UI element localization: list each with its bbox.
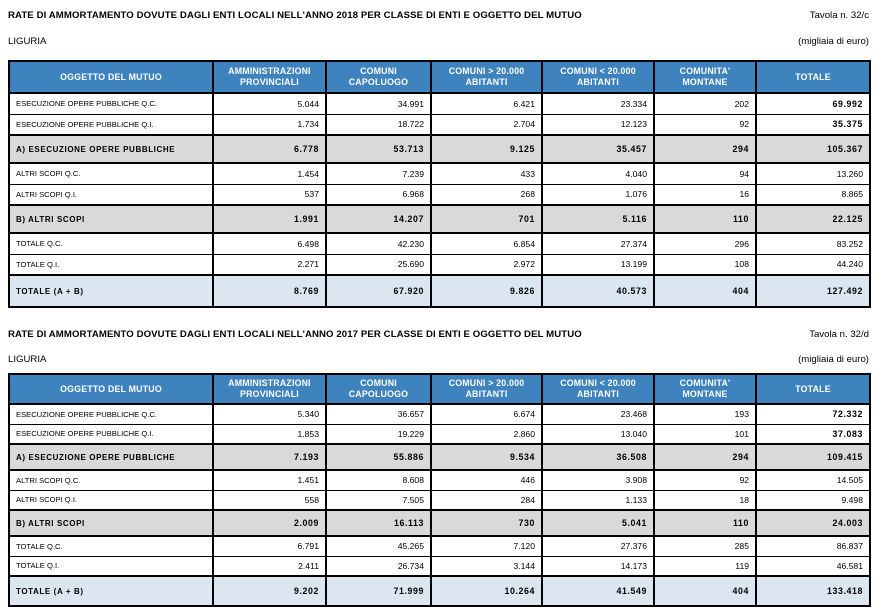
table-row (9, 205, 870, 233)
table-row (9, 536, 870, 556)
column-header-amministrazioni-provinciali: AMMINISTRAZIONI PROVINCIALI (213, 61, 326, 93)
cell-value: 44.240 (756, 254, 870, 275)
cell-value: 12.123 (542, 114, 654, 135)
cell-value: 6.421 (431, 93, 542, 114)
cell-value: 83.252 (756, 233, 870, 254)
table-row (9, 556, 870, 576)
row-label: ALTRI SCOPI Q.C. (9, 470, 213, 490)
cell-value: 22.125 (756, 205, 870, 233)
row-label: TOTALE Q.I. (9, 254, 213, 275)
cell-value: 6.968 (326, 184, 431, 205)
cell-value: 193 (654, 404, 756, 424)
table-row (9, 163, 870, 184)
cell-value: 8.769 (213, 275, 326, 307)
cell-value: 92 (654, 470, 756, 490)
cell-value: 2.860 (431, 424, 542, 444)
row-label: ESECUZIONE OPERE PUBBLICHE Q.C. (9, 93, 213, 114)
table-row (9, 404, 870, 424)
row-label: TOTALE Q.C. (9, 536, 213, 556)
cell-value: 40.573 (542, 275, 654, 307)
table-block-2018 (8, 10, 869, 308)
cell-value: 101 (654, 424, 756, 444)
column-header-totale: TOTALE (756, 61, 870, 93)
cell-value: 294 (654, 444, 756, 470)
cell-value: 10.264 (431, 576, 542, 606)
cell-value: 108 (654, 254, 756, 275)
cell-value: 37.083 (756, 424, 870, 444)
row-label: ESECUZIONE OPERE PUBBLICHE Q.I. (9, 114, 213, 135)
cell-value: 53.713 (326, 135, 431, 163)
cell-value: 6.498 (213, 233, 326, 254)
cell-value: 1.454 (213, 163, 326, 184)
cell-value: 14.207 (326, 205, 431, 233)
row-label: B) ALTRI SCOPI (9, 205, 213, 233)
cell-value: 6.854 (431, 233, 542, 254)
cell-value: 13.260 (756, 163, 870, 184)
cell-value: 69.992 (756, 93, 870, 114)
table-row (9, 184, 870, 205)
tavola-label: Tavola n. 32/d (809, 329, 869, 340)
cell-value: 35.375 (756, 114, 870, 135)
cell-value: 14.505 (756, 470, 870, 490)
table-row (9, 470, 870, 490)
cell-value: 16.113 (326, 510, 431, 536)
cell-value: 110 (654, 205, 756, 233)
cell-value: 5.041 (542, 510, 654, 536)
region-row (8, 36, 869, 47)
row-label: TOTALE (A + B) (9, 576, 213, 606)
cell-value: 16 (654, 184, 756, 205)
table-row (9, 510, 870, 536)
title-row (8, 329, 869, 340)
table-row (9, 576, 870, 606)
cell-value: 446 (431, 470, 542, 490)
cell-value: 404 (654, 275, 756, 307)
cell-value: 18.722 (326, 114, 431, 135)
row-label: B) ALTRI SCOPI (9, 510, 213, 536)
cell-value: 35.457 (542, 135, 654, 163)
cell-value: 6.778 (213, 135, 326, 163)
row-label: ESECUZIONE OPERE PUBBLICHE Q.C. (9, 404, 213, 424)
cell-value: 1.734 (213, 114, 326, 135)
table-block-2017 (8, 329, 869, 607)
cell-value: 119 (654, 556, 756, 576)
cell-value: 284 (431, 490, 542, 510)
cell-value: 9.125 (431, 135, 542, 163)
amortization-table-2018 (8, 60, 871, 308)
cell-value: 5.116 (542, 205, 654, 233)
cell-value: 94 (654, 163, 756, 184)
region-row (8, 354, 869, 365)
cell-value: 285 (654, 536, 756, 556)
table-row (9, 135, 870, 163)
cell-value: 110 (654, 510, 756, 536)
row-label: ALTRI SCOPI Q.I. (9, 184, 213, 205)
table-row (9, 424, 870, 444)
cell-value: 2.972 (431, 254, 542, 275)
cell-value: 127.492 (756, 275, 870, 307)
row-label: ALTRI SCOPI Q.C. (9, 163, 213, 184)
cell-value: 5.044 (213, 93, 326, 114)
cell-value: 18 (654, 490, 756, 510)
row-label: TOTALE Q.I. (9, 556, 213, 576)
cell-value: 19.229 (326, 424, 431, 444)
cell-value: 27.374 (542, 233, 654, 254)
cell-value: 45.265 (326, 536, 431, 556)
cell-value: 1.076 (542, 184, 654, 205)
table-row (9, 114, 870, 135)
cell-value: 294 (654, 135, 756, 163)
cell-value: 2.411 (213, 556, 326, 576)
cell-value: 537 (213, 184, 326, 205)
cell-value: 25.690 (326, 254, 431, 275)
cell-value: 92 (654, 114, 756, 135)
cell-value: 730 (431, 510, 542, 536)
cell-value: 27.376 (542, 536, 654, 556)
region-label: LIGURIA (8, 36, 47, 47)
row-label: A) ESECUZIONE OPERE PUBBLICHE (9, 135, 213, 163)
cell-value: 7.120 (431, 536, 542, 556)
cell-value: 42.230 (326, 233, 431, 254)
row-label: TOTALE (A + B) (9, 275, 213, 307)
column-header-comuni-maggiori-20000: COMUNI > 20.000 ABITANTI (431, 374, 542, 404)
table-row (9, 490, 870, 510)
cell-value: 9.498 (756, 490, 870, 510)
cell-value: 36.657 (326, 404, 431, 424)
cell-value: 9.826 (431, 275, 542, 307)
column-header-oggetto: OGGETTO DEL MUTUO (9, 61, 213, 93)
cell-value: 296 (654, 233, 756, 254)
column-header-totale: TOTALE (756, 374, 870, 404)
title-row (8, 10, 869, 21)
cell-value: 1.133 (542, 490, 654, 510)
cell-value: 2.009 (213, 510, 326, 536)
cell-value: 24.003 (756, 510, 870, 536)
cell-value: 8.608 (326, 470, 431, 490)
cell-value: 558 (213, 490, 326, 510)
cell-value: 202 (654, 93, 756, 114)
table-body (9, 404, 870, 606)
cell-value: 26.734 (326, 556, 431, 576)
cell-value: 701 (431, 205, 542, 233)
cell-value: 71.999 (326, 576, 431, 606)
cell-value: 433 (431, 163, 542, 184)
table-row (9, 275, 870, 307)
column-header-comuni-minori-20000: COMUNI < 20.000 ABITANTI (542, 61, 654, 93)
unit-label: (migliaia di euro) (798, 36, 869, 47)
cell-value: 34.991 (326, 93, 431, 114)
cell-value: 7.193 (213, 444, 326, 470)
cell-value: 13.199 (542, 254, 654, 275)
cell-value: 46.581 (756, 556, 870, 576)
column-header-comuni-capoluogo: COMUNI CAPOLUOGO (326, 374, 431, 404)
cell-value: 3.144 (431, 556, 542, 576)
cell-value: 9.534 (431, 444, 542, 470)
column-header-comuni-capoluogo: COMUNI CAPOLUOGO (326, 61, 431, 93)
cell-value: 6.674 (431, 404, 542, 424)
cell-value: 55.886 (326, 444, 431, 470)
column-header-comunita-montane: COMUNITA' MONTANE (654, 61, 756, 93)
cell-value: 133.418 (756, 576, 870, 606)
column-header-comunita-montane: COMUNITA' MONTANE (654, 374, 756, 404)
table-title: RATE DI AMMORTAMENTO DOVUTE DAGLI ENTI LOCALI NELL'ANNO 2017 PER CLASSE DI ENTI E OGGETTO DEL MUTUO (8, 329, 582, 340)
column-header-oggetto: OGGETTO DEL MUTUO (9, 374, 213, 404)
cell-value: 23.334 (542, 93, 654, 114)
cell-value: 4.040 (542, 163, 654, 184)
cell-value: 105.367 (756, 135, 870, 163)
cell-value: 13.040 (542, 424, 654, 444)
table-header (9, 61, 870, 93)
cell-value: 1.853 (213, 424, 326, 444)
cell-value: 72.332 (756, 404, 870, 424)
table-body (9, 93, 870, 307)
row-label: TOTALE Q.C. (9, 233, 213, 254)
tavola-label: Tavola n. 32/c (809, 10, 869, 21)
table-row (9, 233, 870, 254)
table-row (9, 93, 870, 114)
cell-value: 1.991 (213, 205, 326, 233)
cell-value: 7.239 (326, 163, 431, 184)
column-header-comuni-maggiori-20000: COMUNI > 20.000 ABITANTI (431, 61, 542, 93)
amortization-table-2017 (8, 373, 871, 607)
cell-value: 86.837 (756, 536, 870, 556)
table-row (9, 444, 870, 470)
cell-value: 268 (431, 184, 542, 205)
cell-value: 41.549 (542, 576, 654, 606)
cell-value: 404 (654, 576, 756, 606)
cell-value: 2.704 (431, 114, 542, 135)
cell-value: 14.173 (542, 556, 654, 576)
cell-value: 36.508 (542, 444, 654, 470)
row-label: A) ESECUZIONE OPERE PUBBLICHE (9, 444, 213, 470)
column-header-amministrazioni-provinciali: AMMINISTRAZIONI PROVINCIALI (213, 374, 326, 404)
cell-value: 2.271 (213, 254, 326, 275)
row-label: ESECUZIONE OPERE PUBBLICHE Q.I. (9, 424, 213, 444)
cell-value: 7.505 (326, 490, 431, 510)
table-title: RATE DI AMMORTAMENTO DOVUTE DAGLI ENTI LOCALI NELL'ANNO 2018 PER CLASSE DI ENTI E OGGETTO DEL MUTUO (8, 10, 582, 21)
region-label: LIGURIA (8, 354, 47, 365)
cell-value: 67.920 (326, 275, 431, 307)
column-header-comuni-minori-20000: COMUNI < 20.000 ABITANTI (542, 374, 654, 404)
cell-value: 1.451 (213, 470, 326, 490)
cell-value: 109.415 (756, 444, 870, 470)
cell-value: 9.202 (213, 576, 326, 606)
row-label: ALTRI SCOPI Q.I. (9, 490, 213, 510)
cell-value: 23.468 (542, 404, 654, 424)
unit-label: (migliaia di euro) (798, 354, 869, 365)
cell-value: 8.865 (756, 184, 870, 205)
cell-value: 3.908 (542, 470, 654, 490)
cell-value: 5.340 (213, 404, 326, 424)
table-header (9, 374, 870, 404)
cell-value: 6.791 (213, 536, 326, 556)
table-row (9, 254, 870, 275)
